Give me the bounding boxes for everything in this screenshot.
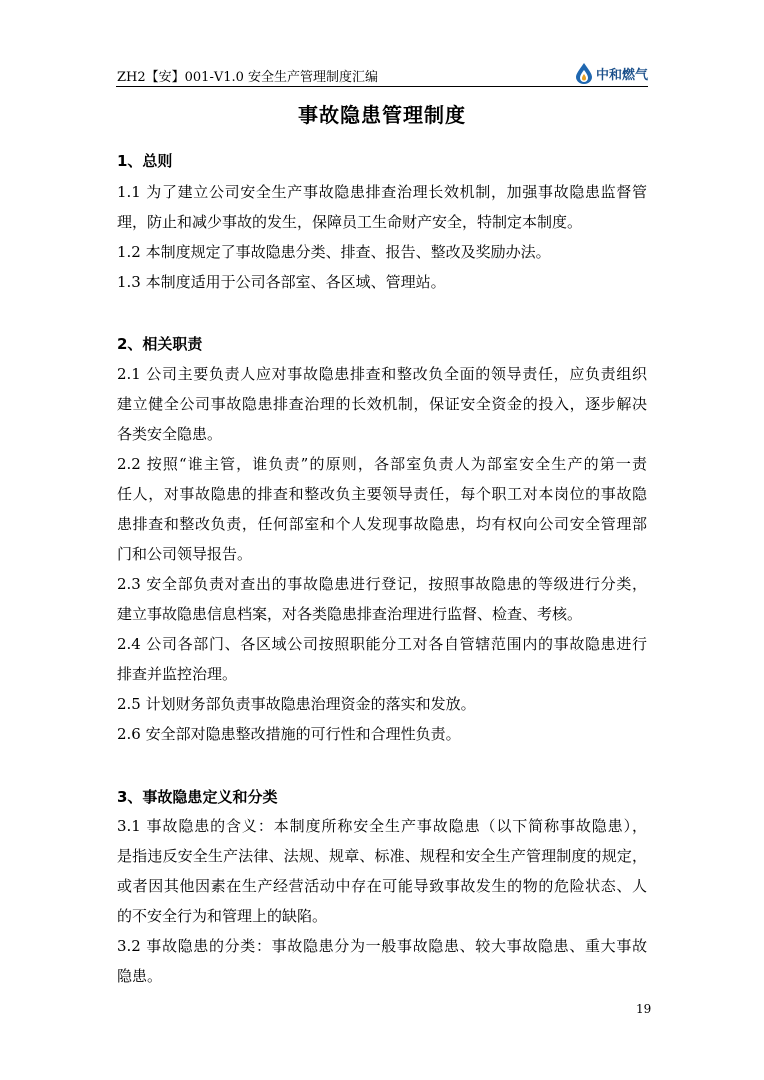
paragraph-line: 2.4 公司各部门、各区域公司按照职能分工对各自管辖范围内的事故隐患进行 <box>117 635 647 653</box>
company-logo <box>575 62 648 84</box>
paragraph-line: 或者因其他因素在生产经营活动中存在可能导致事故发生的物的危险状态、人 <box>117 877 647 895</box>
paragraph-line: 是指违反安全生产法律、法规、规章、标准、规程和安全生产管理制度的规定， <box>117 847 647 865</box>
paragraph-line: 2.3 安全部负责对查出的事故隐患进行登记，按照事故隐患的等级进行分类， <box>117 575 647 593</box>
paragraph-line: 的不安全行为和管理上的缺陷。 <box>117 907 328 925</box>
page-title: 事故隐患管理制度 <box>298 103 466 127</box>
paragraph-line: 2.6 安全部对隐患整改措施的可行性和合理性负责。 <box>117 725 461 743</box>
paragraph-line: 任人，对事故隐患的排查和整改负主要领导责任，每个职工对本岗位的事故隐 <box>117 485 647 503</box>
paragraph-line: 3.1 事故隐患的含义：本制度所称安全生产事故隐患（以下简称事故隐患）， <box>117 817 647 835</box>
paragraph-line: 1.1 为了建立公司安全生产事故隐患排查治理长效机制，加强事故隐患监督管 <box>117 183 647 201</box>
section-heading: 3、事故隐患定义和分类 <box>117 788 278 806</box>
paragraph-line: 建立事故隐患信息档案，对各类隐患排查治理进行监督、检查、考核。 <box>117 605 583 623</box>
header-rule <box>116 86 648 87</box>
page-number: 19 <box>636 1002 652 1016</box>
flame-drop-icon <box>575 62 593 84</box>
header-doc-code: ZH2【安】001-V1.0 安全生产管理制度汇编 <box>117 70 379 85</box>
paragraph-line: 理，防止和减少事故的发生，保障员工生命财产安全，特制定本制度。 <box>117 213 583 231</box>
paragraph-line: 3.2 事故隐患的分类：事故隐患分为一般事故隐患、较大事故隐患、重大事故 <box>117 937 647 955</box>
paragraph-line: 1.2 本制度规定了事故隐患分类、排查、报告、整改及奖励办法。 <box>117 243 551 261</box>
paragraph-line: 各类安全隐患。 <box>117 425 223 443</box>
paragraph-line: 患排查和整改负责，任何部室和个人发现事故隐患，均有权向公司安全管理部 <box>117 515 647 533</box>
paragraph-line: 2.1 公司主要负责人应对事故隐患排查和整改负全面的领导责任，应负责组织 <box>117 365 647 383</box>
paragraph-line: 2.2 按照“谁主管，谁负责”的原则，各部室负责人为部室安全生产的第一责 <box>117 455 647 473</box>
logo-text: 中和燃气 <box>596 67 649 83</box>
paragraph-line: 排查并监控治理。 <box>117 665 238 683</box>
paragraph-line: 门和公司领导报告。 <box>117 545 253 563</box>
paragraph-line: 隐患。 <box>117 967 163 985</box>
section-heading: 2、相关职责 <box>117 335 203 353</box>
paragraph-line: 2.5 计划财务部负责事故隐患治理资金的落实和发放。 <box>117 695 476 713</box>
paragraph-line: 建立健全公司事故隐患排查治理的长效机制，保证安全资金的投入，逐步解决 <box>117 395 647 413</box>
paragraph-line: 1.3 本制度适用于公司各部室、各区域、管理站。 <box>117 273 446 291</box>
section-heading: 1、总则 <box>117 152 173 170</box>
